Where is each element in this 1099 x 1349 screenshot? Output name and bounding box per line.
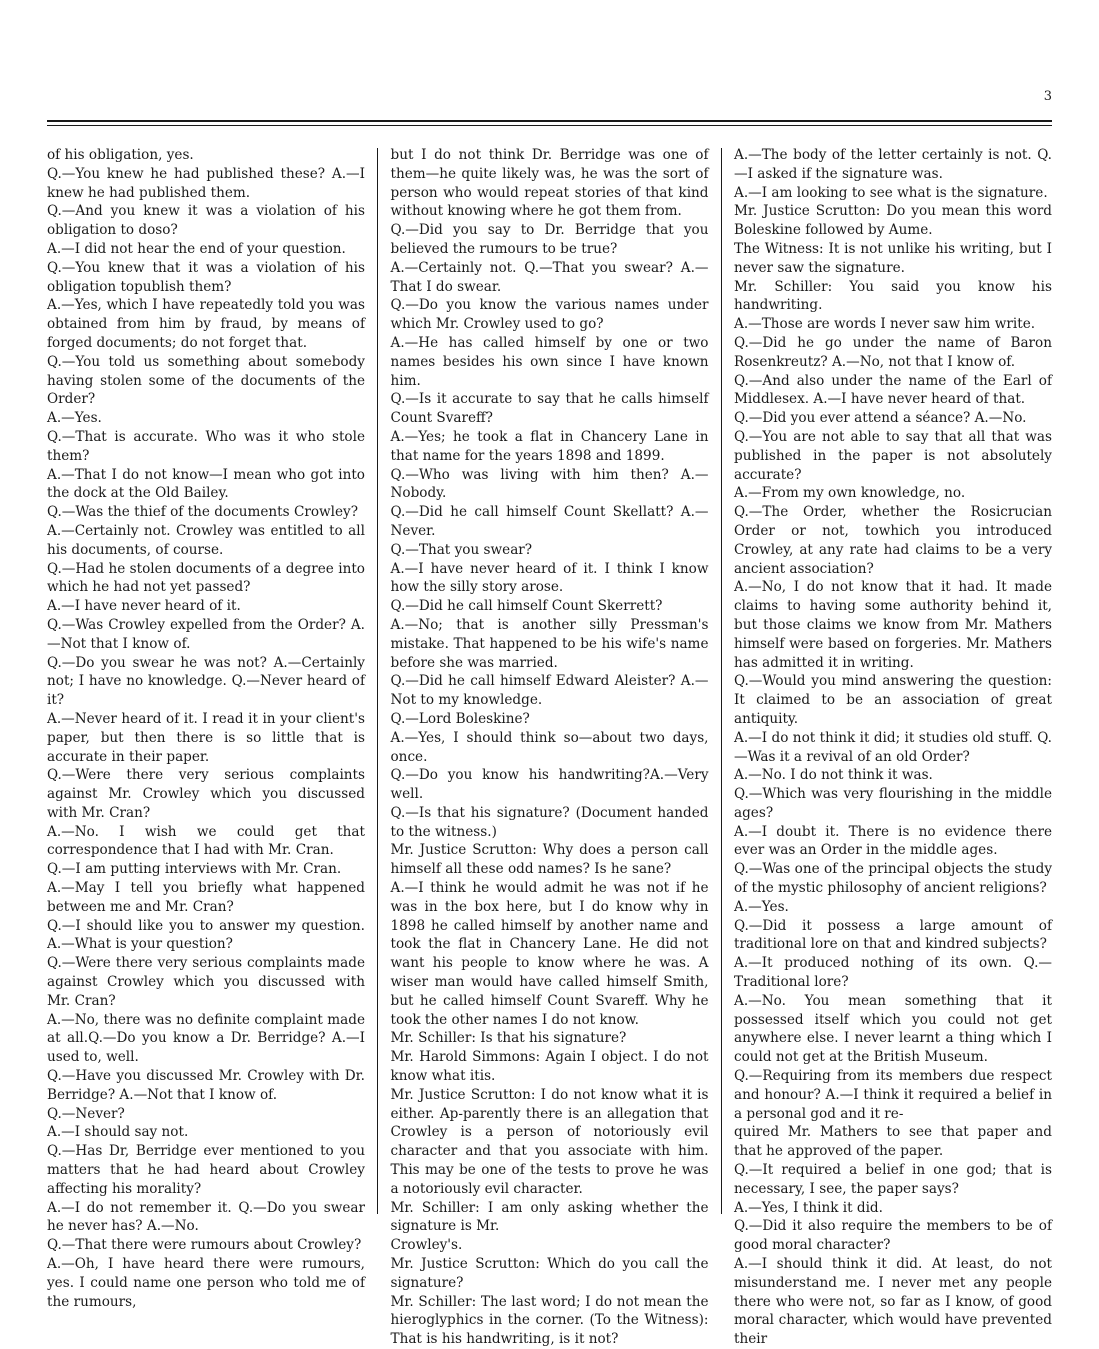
paragraph: Mr. Harold Simmons: Again I object. I do not know what itis. (390, 1049, 709, 1085)
paragraph: A.—I should think it did. At least, do not misunderstand me. I never met any people there who were not, so far as I know, of good moral character, which would have prevented their (734, 1256, 1052, 1348)
paragraph: A.—No. You mean something that it possessed itself which you could not get anywhere else. I never learnt a thing which I could not get at the British Museum. (734, 992, 1052, 1066)
paragraph: A.—Oh, I have heard there were rumours, yes. I could name one person who told me of the rumours, (47, 1256, 365, 1310)
paragraph: A.—Never heard of it. I read it in your client's paper, but then there is so little that is accurate in their paper. (47, 710, 365, 765)
paragraph: Q.—Do you know the various names under which Mr. Crowley used to go? (390, 297, 709, 333)
paragraph: A.—I do not think it did; it studies old stuff. Q.—Was it a revival of an old Order? (734, 729, 1052, 765)
paragraph: quired Mr. Mathers to see that paper and that he approved of the paper. (734, 1124, 1052, 1160)
paragraph: A.—Yes. (47, 410, 102, 427)
paragraph: Q.—Did he call himself Count Skerrett? (390, 598, 663, 615)
paragraph: Q.—Were there very serious complaints against Mr. Crowley which you discussed with Mr. Cran? (47, 767, 365, 821)
paragraph: A.—He has called himself by one or two names besides his own since I have known him. (390, 334, 709, 389)
paragraph: A.—It produced nothing of its own. Q.—Traditional lore? (734, 955, 1052, 991)
column-3 (734, 146, 1052, 1349)
paragraph: Q.—I should like you to answer my question. A.—What is your question? (47, 917, 365, 953)
paragraph: Q.—Was one of the principal objects the study of the mystic philosophy of ancient religions? (734, 861, 1052, 897)
paragraph: Q.—Has Dr, Berridge ever mentioned to you matters that he had heard about Crowley affecting his morality? (47, 1143, 365, 1197)
paragraph: Mr. Schiller: You said you know his handwriting. (734, 278, 1052, 314)
paragraph: Q.—You knew he had published these? A.—I knew he had published them. (47, 165, 365, 201)
paragraph: A.—The body of the letter certainly is not. Q.—I asked if the signature was. (734, 147, 1052, 182)
paragraph: The Witness: It is not unlike his writing, but I never saw the signature. (734, 240, 1052, 276)
paragraph: of his obligation, yes. (47, 147, 194, 163)
paragraph: A.—No, I do not know that it had. It made claims to having some authority behind it, but those claims we know from Mr. Mathers himself were based on forgeries. Mr. Mathers has admitted it in writing. (734, 579, 1052, 671)
paragraph: Crowley's. (390, 1237, 463, 1254)
paragraph: Mr. Schiller: Is that his signature? (390, 1030, 627, 1047)
paragraph: Q.—And also under the name of the Earl of Middlesex. A.—I have never heard of that. (734, 372, 1052, 408)
paragraph: Q.—Would you mind answering the question: It claimed to be an association of great antiquity. (734, 673, 1052, 727)
paragraph: Q.—Have you discussed Mr. Crowley with Dr. Berridge? A.—Not that I know of. (47, 1068, 365, 1103)
paragraph: A.—I doubt it. There is no evidence there ever was an Order in the middle ages. (734, 823, 1052, 859)
paragraph: A.—I think he would admit he was not if he was in the box here, but I do know why in 1898 he called himself by another name and took the flat in Chancery Lane. He did not want his people to know where he was. A wiser man would have called himself Smith, but he called himself Count Svareff. Why he took the other names I do not know. (390, 880, 709, 1028)
paragraph: A.—That I do not know—I mean who got into the dock at the Old Bailey. (47, 466, 365, 502)
paragraph: Mr. Justice Scrutton: Why does a person call himself all these odd names? Is he sane? (390, 842, 709, 878)
column-2 (391, 146, 709, 1349)
paragraph: Q.—You knew that it was a violation of his obligation topublish them? (47, 259, 365, 295)
paragraph: Mr. Justice Scrutton: Which do you call the signature? (390, 1256, 709, 1291)
paragraph: Q.—Did it possess a large amount of traditional lore on that and kindred subjects? (734, 917, 1052, 953)
paragraph: Q.—Requiring from its members due respect and honour? A.—I think it required a belief in a personal god and it re- (734, 1068, 1052, 1122)
header-rule-thick (47, 120, 1052, 122)
paragraph: Q.—You are not able to say that all that was published in the paper is not absolutely accurate? (734, 428, 1052, 483)
paragraph: A.—Yes; he took a flat in Chancery Lane in that name for the years 1898 and 1899. (390, 428, 709, 464)
paragraph: Q.—Never? (47, 1105, 125, 1122)
paragraph: A.—No, there was no definite complaint made at all.Q.—Do you know a Dr. Berridge? A.—I used to, well. (47, 1011, 365, 1066)
paragraph: A.—No. I wish we could get that correspondence that I had with Mr. Cran. (47, 823, 365, 859)
paragraph: Q.—I am putting interviews with Mr. Cran. (47, 861, 342, 878)
paragraph: Q.—Did he call himself Count Skellatt? A.—Never. (390, 504, 709, 539)
paragraph: Q.—Did he go under the name of Baron Rosenkreutz? A.—No, not that I know of. (734, 334, 1052, 370)
paragraph: A.—May I tell you briefly what happened between me and Mr. Cran? (47, 880, 365, 915)
paragraph: Q.—Had he stolen documents of a degree into which he had not yet passed? (47, 560, 365, 596)
paragraph: Q.—Who was living with him then? A.—Nobody. (390, 466, 709, 502)
paragraph: A.—No. I do not think it was. (734, 767, 933, 784)
column-1 (47, 146, 365, 1349)
paragraph: Q.—That there were rumours about Crowley? (47, 1237, 362, 1254)
paragraph: Q.—Is that his signature? (Document handed to the witness.) (390, 804, 709, 840)
paragraph: Q.—That is accurate. Who was it who stole them? (47, 428, 365, 464)
paragraph: Q.—Were there very serious complaints made against Crowley which you discussed with Mr. Cran? (47, 955, 365, 1009)
paragraph: but I do not think Dr. Berridge was one of them—he quite likely was, he was the sort of person who would repeat stories of that kind without knowing where he got them from. (390, 147, 709, 220)
paragraph: A.—From my own knowledge, no. (734, 485, 966, 502)
paragraph: A.—I have never heard of it. I think I know how the silly story arose. (390, 560, 709, 596)
text-columns (47, 146, 1052, 1348)
page-number: 3 (1043, 89, 1052, 104)
paragraph: Q.—Which was very flourishing in the middle ages? (734, 786, 1052, 821)
paragraph: A.—Certainly not. Crowley was entitled to all his documents, of course. (47, 522, 365, 558)
paragraph: Q.—Did you ever attend a séance? A.—No. (734, 410, 1027, 427)
paragraph: Q.—Was the thief of the documents Crowley? (47, 504, 359, 521)
paragraph: A.—I did not hear the end of your question. (47, 240, 346, 257)
paragraph: Q.—Was Crowley expelled from the Order? A.—Not that I know of. (47, 616, 365, 652)
paragraph: Mr. Justice Scrutton: I do not know what it is either. Ap-parently there is an allegation that Crowley is a person of notoriously evil character and that you associate with him. This may be one of the tests to prove he was a notoriously evil character. (390, 1086, 709, 1197)
paragraph: Q.—It required a belief in one god; that is necessary, I see, the paper says? (734, 1162, 1052, 1197)
paragraph: Q.—You told us something about somebody having stolen some of the documents of the Order? (47, 353, 365, 408)
header-rule-thin (47, 125, 1052, 126)
paragraph: A.—Certainly not. Q.—That you swear? A.—That I do swear. (390, 259, 709, 295)
paragraph: Mr. Schiller: I am only asking whether the signature is Mr. (390, 1199, 709, 1235)
paragraph: A.—Yes, I think it did. (734, 1199, 883, 1216)
paragraph: A.—I have never heard of it. (47, 598, 241, 615)
paragraph: A.—No; that is another silly Pressman's mistake. That happened to be his wife's name before she was married. (390, 616, 709, 671)
paragraph: Mr. Schiller: The last word; I do not mean the hieroglyphics in the corner. (To the Witness): That is his handwriting, is it not? (390, 1293, 709, 1348)
paragraph: Q.—Do you know his handwriting?A.—Very well. (390, 767, 709, 803)
paragraph: A.—Those are words I never saw him write. (734, 316, 1036, 333)
paragraph: Q.—Did it also require the members to be of good moral character? (734, 1218, 1052, 1254)
paragraph: A.—I am looking to see what is the signature. (734, 184, 1048, 201)
paragraph: A.—Yes, which I have repeatedly told you was obtained from him by fraud, by means of forged documents; do not forget that. (47, 297, 365, 351)
paragraph: Mr. Justice Scrutton: Do you mean this word Boleskine followed by Aume. (734, 203, 1052, 239)
paragraph: Q.—Did you say to Dr. Berridge that you believed the rumours to be true? (390, 222, 709, 257)
paragraph: A.—Yes. (734, 898, 789, 915)
paragraph: Q.—Lord Boleskine? (390, 710, 530, 727)
paragraph: A.—I do not remember it. Q.—Do you swear he never has? A.—No. (47, 1199, 365, 1235)
paragraph: Q.—Do you swear he was not? A.—Certainly not; I have no knowledge. Q.—Never heard of it? (47, 654, 365, 709)
paragraph: Q.—The Order, whether the Rosicrucian Order or not, towhich you introduced Crowley, at any rate had claims to be a very ancient association? (734, 504, 1052, 577)
paragraph: A.—I should say not. (47, 1124, 189, 1141)
paragraph: A.—Yes, I should think so—about two days, once. (390, 729, 709, 765)
paragraph: Q.—And you knew it was a violation of his obligation to doso? (47, 203, 365, 239)
paragraph: Q.—Did he call himself Edward Aleister? A.—Not to my knowledge. (390, 673, 709, 709)
paragraph: Q.—Is it accurate to say that he calls himself Count Svareff? (390, 391, 709, 427)
paragraph: Q.—That you swear? (390, 541, 533, 558)
